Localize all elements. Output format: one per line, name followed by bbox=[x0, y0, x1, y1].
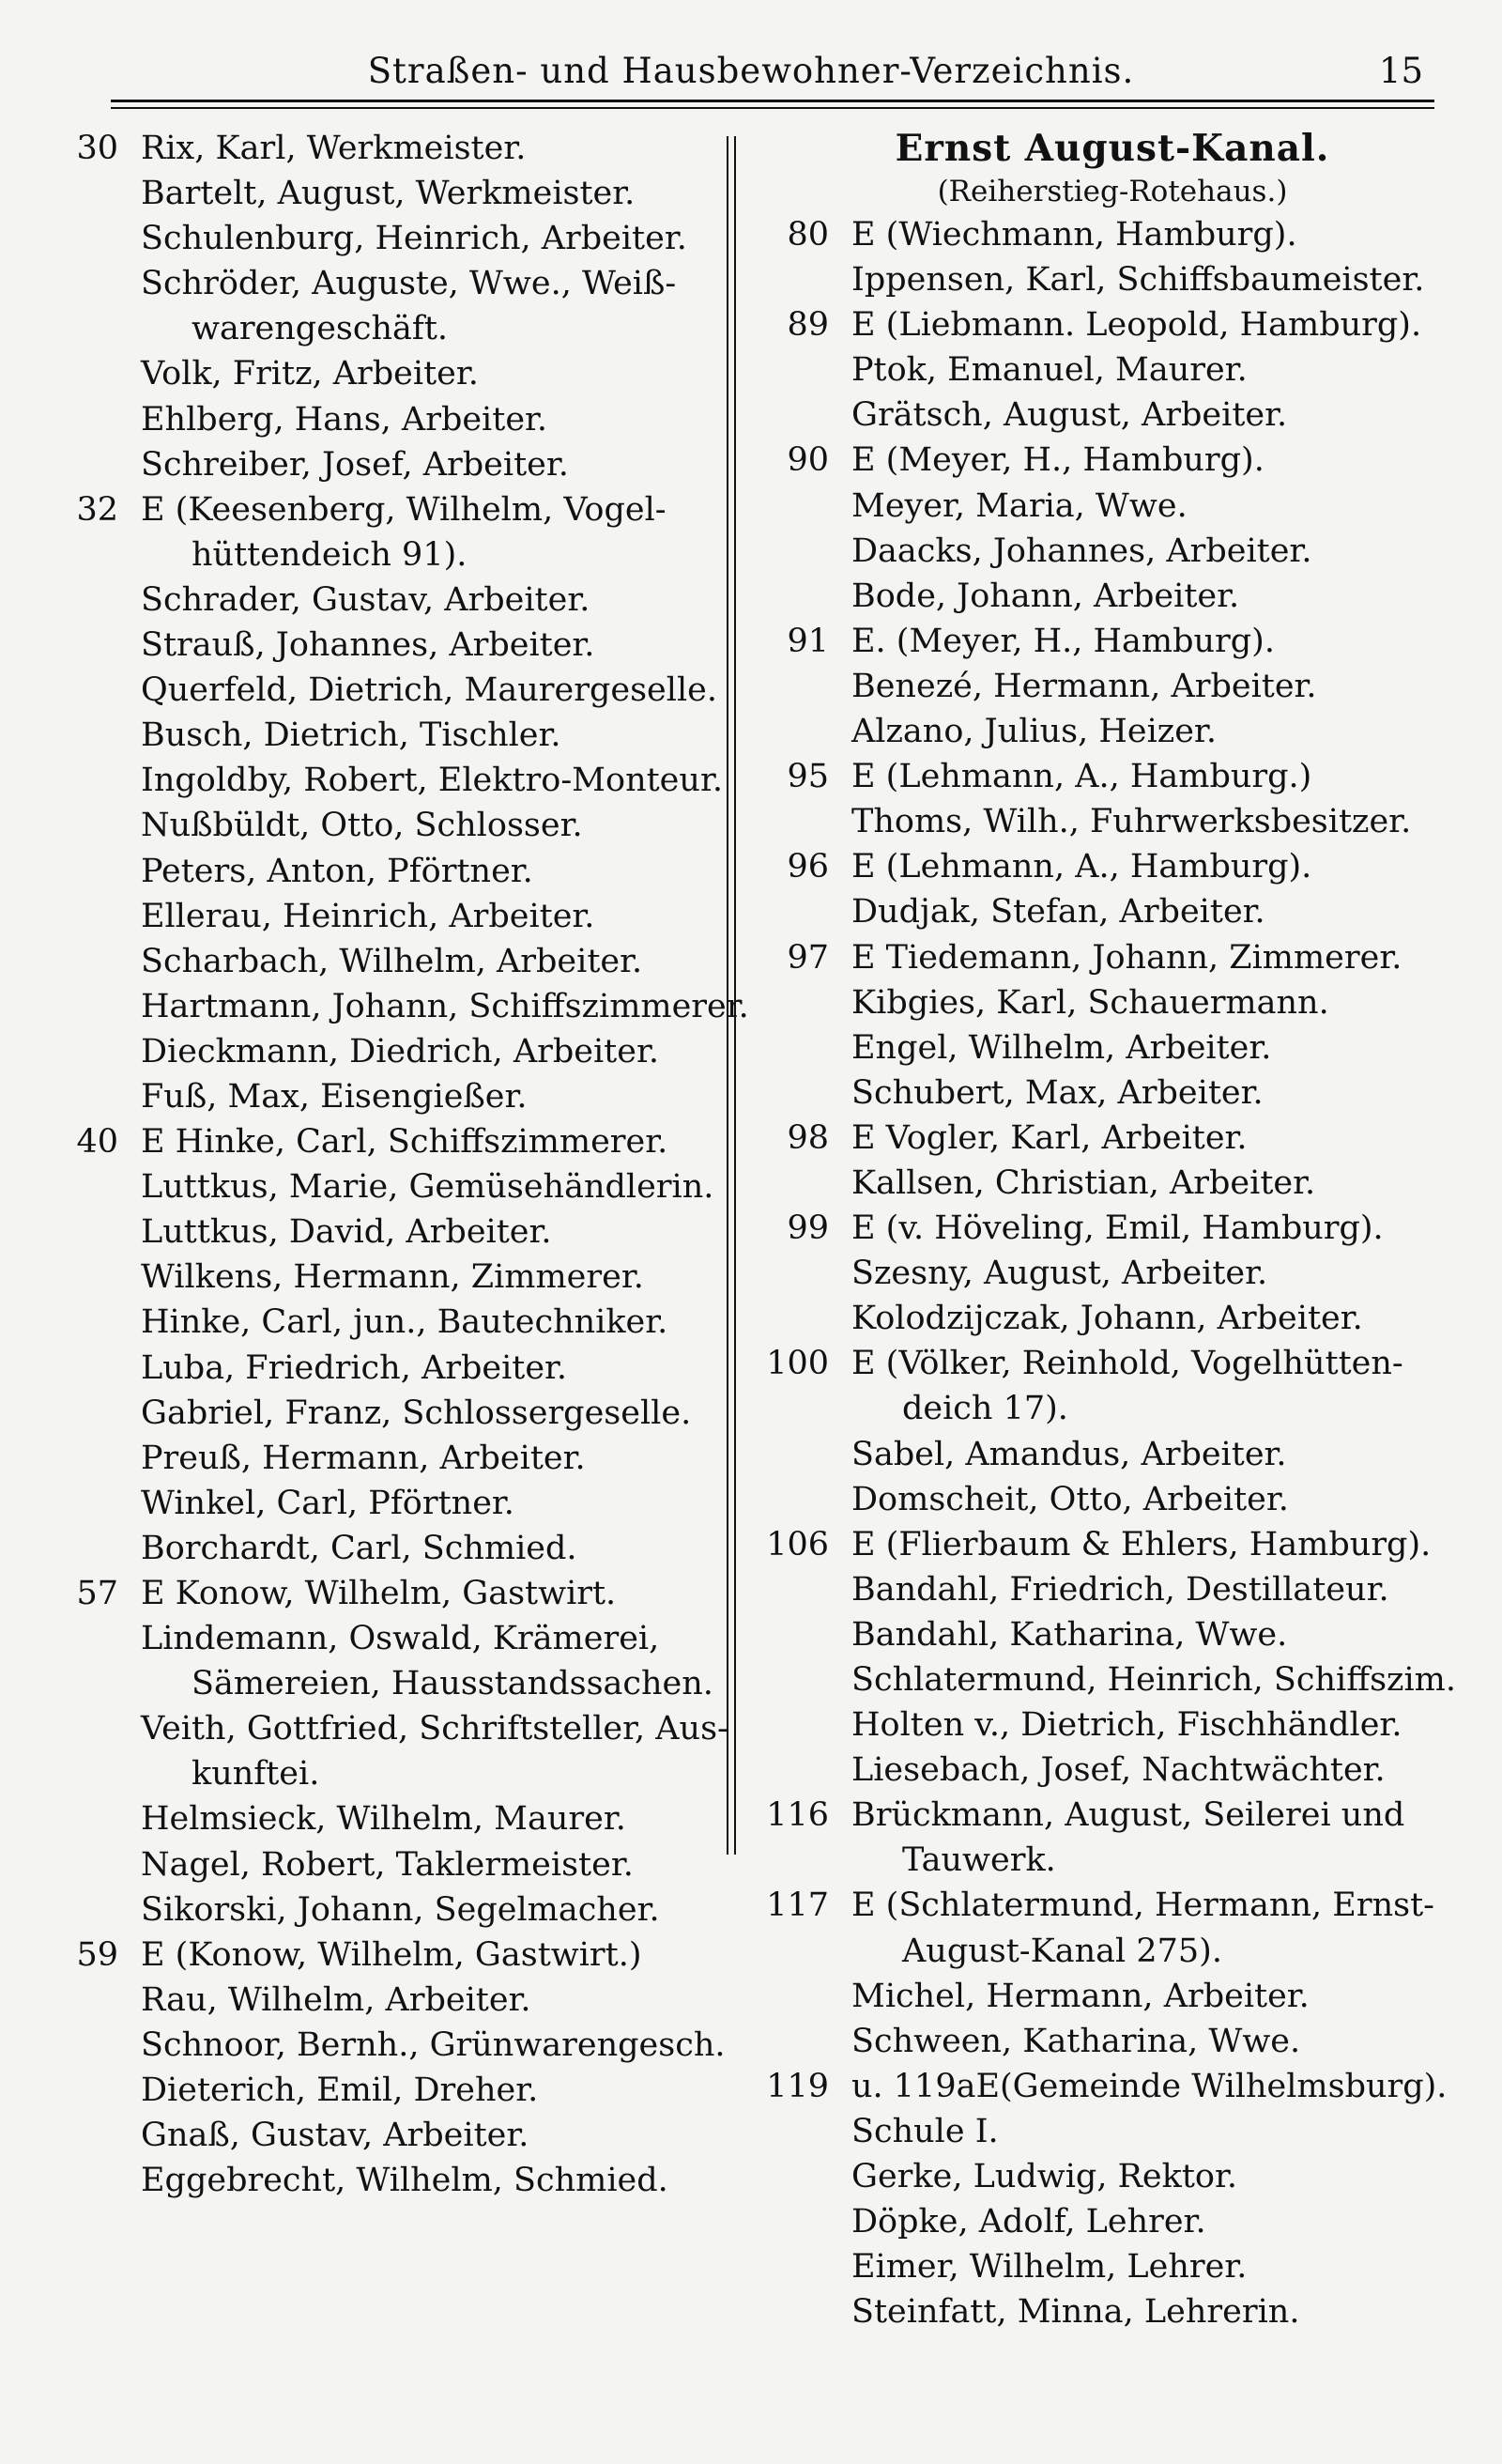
entry-text: Schrader, Gustav, Arbeiter. bbox=[141, 580, 590, 619]
section-title: Ernst August-Kanal. bbox=[895, 127, 1330, 170]
entry-text: E Tiedemann, Johann, Zimmerer. bbox=[851, 938, 1402, 977]
entry-text: Helmsieck, Wilhelm, Maurer. bbox=[141, 1800, 626, 1839]
directory-entry bbox=[45, 1164, 721, 1209]
directory-entry bbox=[756, 1702, 1469, 1748]
entry-text: Borchardt, Carl, Schmied. bbox=[141, 1529, 577, 1567]
directory-entry bbox=[756, 754, 1469, 799]
entry-text: Ehlberg, Hans, Arbeiter. bbox=[141, 400, 548, 439]
house-number: 100 bbox=[766, 1345, 829, 1383]
entry-text: Holten v., Dietrich, Fischhändler. bbox=[851, 1706, 1402, 1745]
house-number: 98 bbox=[787, 1118, 829, 1157]
entry-text: Hinke, Carl, jun., Bautechniker. bbox=[141, 1303, 668, 1342]
directory-entry bbox=[756, 1974, 1469, 2019]
entry-text: Sabel, Amandus, Arbeiter. bbox=[851, 1435, 1287, 1473]
entry-text: Preuß, Hermann, Arbeiter. bbox=[141, 1439, 586, 1477]
house-number: 95 bbox=[787, 758, 829, 796]
directory-entry bbox=[756, 709, 1469, 754]
directory-entry bbox=[45, 2158, 721, 2203]
directory-entry bbox=[756, 799, 1469, 844]
entry-text: Peters, Anton, Pförtner. bbox=[141, 852, 533, 890]
directory-entry bbox=[45, 1616, 721, 1661]
directory-entry bbox=[45, 1391, 721, 1436]
house-number: 99 bbox=[787, 1209, 829, 1248]
directory-entry bbox=[756, 619, 1469, 664]
entry-text: Alzano, Julius, Heizer. bbox=[851, 713, 1217, 751]
entry-text: Domscheit, Otto, Arbeiter. bbox=[851, 1480, 1289, 1518]
entry-text: E (Keesenberg, Wilhelm, Vogel- bbox=[141, 490, 667, 529]
section-subtitle: (Reiherstieg-Rotehaus.) bbox=[937, 175, 1288, 208]
directory-entry bbox=[756, 529, 1469, 574]
entry-text: Kallsen, Christian, Arbeiter. bbox=[851, 1163, 1316, 1202]
entry-text: Volk, Fritz, Arbeiter. bbox=[141, 355, 479, 393]
directory-entry bbox=[756, 980, 1469, 1025]
house-number: 40 bbox=[76, 1123, 118, 1162]
directory-entry bbox=[756, 2109, 1469, 2154]
directory-entry bbox=[45, 351, 721, 396]
entry-text: Eimer, Wilhelm, Lehrer. bbox=[851, 2248, 1248, 2287]
entry-text: Ingoldby, Robert, Elektro-Monteur. bbox=[141, 762, 723, 800]
entry-text: Lindemann, Oswald, Krämerei, bbox=[141, 1620, 660, 1658]
directory-entry bbox=[756, 1116, 1469, 1161]
directory-entry bbox=[45, 261, 721, 306]
entry-text: Bandahl, Katharina, Wwe. bbox=[851, 1615, 1288, 1654]
entry-text: Bartelt, August, Werkmeister. bbox=[141, 175, 636, 213]
page-header bbox=[0, 49, 1502, 96]
entry-text: u. 119aE(Gemeinde Wilhelmsburg). bbox=[851, 2067, 1448, 2105]
directory-entry bbox=[45, 1300, 721, 1345]
entry-text: Busch, Dietrich, Tischler. bbox=[141, 716, 561, 755]
directory-entry bbox=[45, 1571, 721, 1616]
entry-text: Winkel, Carl, Pförtner. bbox=[141, 1484, 514, 1522]
entry-text: Dudjak, Stefan, Arbeiter. bbox=[851, 893, 1265, 932]
entry-text: E Konow, Wilhelm, Gastwirt. bbox=[141, 1575, 617, 1612]
page-number: 15 bbox=[1378, 51, 1423, 91]
directory-entry bbox=[756, 2019, 1469, 2064]
directory-entry bbox=[45, 126, 721, 171]
entry-text: E. (Meyer, H., Hamburg). bbox=[851, 622, 1275, 660]
page-title: Straßen- und Hausbewohner-Verzeichnis. bbox=[367, 51, 1135, 91]
entry-text: Schreiber, Josef, Arbeiter. bbox=[141, 445, 569, 484]
entry-text: Szesny, August, Arbeiter. bbox=[851, 1255, 1268, 1293]
entry-text: Grätsch, August, Arbeiter. bbox=[851, 396, 1288, 435]
header-rule-thin bbox=[111, 107, 1434, 109]
directory-entry bbox=[45, 1209, 721, 1255]
entry-text: E (Lehmann, A., Hamburg). bbox=[851, 848, 1312, 886]
directory-entry bbox=[756, 347, 1469, 393]
directory-entry bbox=[45, 2113, 721, 2158]
directory-entry bbox=[45, 306, 721, 351]
directory-entry bbox=[45, 1887, 721, 1933]
entry-text: Döpke, Adolf, Lehrer. bbox=[851, 2203, 1206, 2241]
entry-text: Scharbach, Wilhelm, Arbeiter. bbox=[141, 942, 643, 980]
directory-entry bbox=[45, 216, 721, 261]
house-number: 97 bbox=[787, 938, 829, 977]
house-number: 30 bbox=[76, 130, 118, 167]
house-number: 117 bbox=[766, 1886, 829, 1925]
directory-entry bbox=[756, 2064, 1469, 2109]
directory-entry bbox=[756, 257, 1469, 302]
entry-text: Veith, Gottfried, Schriftsteller, Aus- bbox=[141, 1710, 728, 1748]
directory-entry bbox=[756, 1883, 1469, 1928]
house-number: 96 bbox=[787, 848, 829, 886]
directory-entry bbox=[756, 1612, 1469, 1657]
directory-entry bbox=[45, 1255, 721, 1300]
directory-entry bbox=[756, 889, 1469, 934]
directory-entry bbox=[756, 1296, 1469, 1341]
entry-text: Ippensen, Karl, Schiffsbaumeister. bbox=[851, 261, 1425, 300]
entry-text: Sikorski, Johann, Segelmacher. bbox=[141, 1890, 660, 1929]
directory-entry bbox=[45, 623, 721, 668]
directory-entry bbox=[756, 1206, 1469, 1251]
directory-entry bbox=[45, 1526, 721, 1571]
entry-text: Luttkus, Marie, Gemüsehändlerin. bbox=[141, 1168, 714, 1207]
entry-text: Rix, Karl, Werkmeister. bbox=[141, 130, 527, 167]
entry-text: kunftei. bbox=[192, 1755, 320, 1794]
directory-entry bbox=[45, 1706, 728, 1751]
entry-text: Schule I. bbox=[851, 2112, 999, 2150]
entry-text: Ptok, Emanuel, Maurer. bbox=[851, 351, 1248, 390]
entry-text: Fuß, Max, Eisengießer. bbox=[141, 1077, 528, 1116]
entry-text: Benezé, Hermann, Arbeiter. bbox=[851, 667, 1317, 705]
entry-text: E (Flierbaum & Ehlers, Hamburg). bbox=[851, 1525, 1432, 1563]
entry-text: Luba, Friedrich, Arbeiter. bbox=[141, 1348, 568, 1387]
directory-entry bbox=[756, 1251, 1469, 1296]
directory-entry bbox=[45, 668, 721, 713]
entry-text: Ellerau, Heinrich, Arbeiter. bbox=[141, 897, 595, 935]
entry-text: E (Meyer, H., Hamburg). bbox=[851, 441, 1264, 480]
directory-entry bbox=[756, 2244, 1469, 2289]
entry-text: Engel, Wilhelm, Arbeiter. bbox=[851, 1028, 1272, 1067]
entry-text: August-Kanal 275). bbox=[902, 1932, 1222, 1970]
directory-entry bbox=[45, 1481, 721, 1526]
entry-text: Luttkus, David, Arbeiter. bbox=[141, 1213, 552, 1252]
entry-text: Tauwerk. bbox=[902, 1841, 1056, 1880]
entry-text: hüttendeich 91). bbox=[192, 535, 467, 574]
entry-text: Rau, Wilhelm, Arbeiter. bbox=[141, 1980, 531, 2019]
entry-text: Strauß, Johannes, Arbeiter. bbox=[141, 626, 595, 665]
entry-text: Eggebrecht, Wilhelm, Schmied. bbox=[141, 2162, 668, 2200]
left-column bbox=[45, 126, 749, 2203]
directory-entry bbox=[45, 442, 721, 487]
house-number: 59 bbox=[76, 1935, 118, 1974]
entry-text: Schubert, Max, Arbeiter. bbox=[851, 1073, 1264, 1112]
directory-entry bbox=[756, 664, 1469, 709]
house-number: 89 bbox=[787, 306, 829, 345]
directory-entry bbox=[756, 1657, 1469, 1702]
house-number: 90 bbox=[787, 441, 829, 480]
directory-entry bbox=[756, 2289, 1469, 2334]
entry-text: Schröder, Auguste, Wwe., Weiß- bbox=[141, 265, 677, 303]
directory-entry bbox=[756, 2199, 1469, 2244]
directory-entry bbox=[756, 1748, 1469, 1793]
entry-text: Brückmann, August, Seilerei und bbox=[851, 1796, 1405, 1835]
directory-entry bbox=[756, 1477, 1469, 1522]
right-column-entries bbox=[756, 212, 1469, 2334]
house-number: 106 bbox=[766, 1525, 829, 1563]
entry-text: Schween, Katharina, Wwe. bbox=[851, 2022, 1301, 2060]
entry-text: warengeschäft. bbox=[192, 310, 449, 348]
entry-text: Liesebach, Josef, Nachtwächter. bbox=[851, 1751, 1386, 1790]
entry-text: Dieterich, Emil, Dreher. bbox=[141, 2071, 539, 2110]
entry-text: Thoms, Wilh., Fuhrwerksbesitzer. bbox=[851, 803, 1412, 841]
directory-entry bbox=[756, 438, 1469, 483]
directory-entry bbox=[756, 1838, 1469, 1883]
directory-entry bbox=[45, 1751, 721, 1796]
directory-entry bbox=[45, 171, 721, 216]
house-number: 91 bbox=[787, 622, 829, 660]
entry-text: Bandahl, Friedrich, Destillateur. bbox=[851, 1570, 1389, 1609]
header-rule-thick bbox=[111, 100, 1434, 102]
entry-text: Schlatermund, Heinrich, Schiffszim. bbox=[851, 1661, 1456, 1699]
directory-entry bbox=[756, 302, 1469, 347]
entry-text: Nagel, Robert, Taklermeister. bbox=[141, 1845, 634, 1884]
right-column bbox=[756, 126, 1469, 2334]
directory-entry bbox=[45, 1933, 721, 1978]
directory-entry bbox=[45, 1796, 721, 1841]
directory-entry bbox=[45, 1346, 721, 1391]
directory-entry bbox=[756, 212, 1469, 257]
entry-text: Schulenburg, Heinrich, Arbeiter. bbox=[141, 220, 687, 258]
directory-entry bbox=[756, 484, 1469, 529]
entry-text: E (Liebmann. Leopold, Hamburg). bbox=[851, 306, 1422, 345]
directory-entry bbox=[45, 2068, 721, 2113]
entry-text: Nußbüldt, Otto, Schlosser. bbox=[141, 807, 583, 845]
entry-text: E Hinke, Carl, Schiffszimmerer. bbox=[141, 1123, 668, 1162]
entry-text: Hartmann, Johann, Schiffszimmerer. bbox=[141, 987, 749, 1025]
entry-text: Gabriel, Franz, Schlossergeselle. bbox=[141, 1394, 692, 1432]
house-number: 80 bbox=[787, 216, 829, 254]
directory-entry bbox=[756, 1161, 1469, 1206]
directory-entry bbox=[45, 532, 721, 578]
directory-entry bbox=[45, 1436, 721, 1481]
entry-text: Gnaß, Gustav, Arbeiter. bbox=[141, 2117, 529, 2155]
entry-text: Kolodzijczak, Johann, Arbeiter. bbox=[851, 1300, 1363, 1338]
entry-text: E (v. Höveling, Emil, Hamburg). bbox=[851, 1209, 1384, 1248]
directory-entry bbox=[756, 1070, 1469, 1116]
directory-entry bbox=[45, 1842, 721, 1887]
directory-entry bbox=[756, 1432, 1469, 1477]
house-number: 116 bbox=[766, 1796, 829, 1835]
entry-text: E (Wiechmann, Hamburg). bbox=[851, 216, 1297, 254]
entry-text: Dieckmann, Diedrich, Arbeiter. bbox=[141, 1032, 659, 1070]
entry-text: Querfeld, Dietrich, Maurergeselle. bbox=[141, 671, 717, 710]
entry-text: deich 17). bbox=[902, 1390, 1068, 1428]
directory-entry bbox=[756, 2154, 1469, 2199]
directory-entry bbox=[45, 1661, 721, 1706]
directory-entry bbox=[45, 397, 721, 442]
directory-entry bbox=[45, 849, 721, 894]
entry-text: Schnoor, Bernh., Grünwarengesch. bbox=[141, 2025, 726, 2064]
entry-text: E Vogler, Karl, Arbeiter. bbox=[851, 1118, 1248, 1157]
entry-text: E (Schlatermund, Hermann, Ernst- bbox=[851, 1886, 1434, 1925]
directory-entry bbox=[756, 1522, 1469, 1567]
directory-entry bbox=[45, 803, 721, 848]
directory-entry bbox=[756, 574, 1469, 619]
directory-entry bbox=[45, 939, 721, 984]
directory-entry bbox=[45, 1074, 721, 1119]
directory-entry bbox=[756, 393, 1469, 438]
directory-entry bbox=[45, 578, 721, 623]
directory-entry bbox=[756, 1567, 1469, 1612]
directory-entry bbox=[45, 1978, 721, 2023]
entry-text: Sämereien, Hausstandssachen. bbox=[192, 1665, 713, 1703]
house-number: 119 bbox=[766, 2067, 829, 2105]
directory-entry bbox=[45, 2023, 726, 2068]
entry-text: Meyer, Maria, Wwe. bbox=[851, 486, 1188, 525]
entry-text: Michel, Hermann, Arbeiter. bbox=[851, 1977, 1310, 2015]
house-number: 57 bbox=[76, 1575, 118, 1612]
directory-entry bbox=[756, 1929, 1469, 1974]
entry-text: Steinfatt, Minna, Lehrerin. bbox=[851, 2293, 1300, 2332]
directory-entry bbox=[45, 758, 721, 803]
entry-text: E (Konow, Wilhelm, Gastwirt.) bbox=[141, 1935, 642, 1974]
directory-entry bbox=[45, 1029, 721, 1074]
directory-entry bbox=[756, 844, 1469, 889]
directory-entry bbox=[756, 1793, 1469, 1838]
directory-entry bbox=[756, 1025, 1469, 1070]
entry-text: Gerke, Ludwig, Rektor. bbox=[851, 2158, 1237, 2196]
directory-entry bbox=[45, 894, 721, 939]
entry-text: Wilkens, Hermann, Zimmerer. bbox=[141, 1258, 644, 1297]
entry-text: E (Völker, Reinhold, Vogelhütten- bbox=[851, 1345, 1403, 1383]
directory-entry bbox=[756, 1386, 1469, 1431]
directory-entry bbox=[45, 713, 721, 758]
directory-entry bbox=[756, 935, 1469, 980]
entry-text: E (Lehmann, A., Hamburg.) bbox=[851, 758, 1312, 796]
directory-entry bbox=[45, 984, 749, 1029]
directory-entry bbox=[756, 1341, 1469, 1386]
entry-text: Bode, Johann, Arbeiter. bbox=[851, 577, 1240, 615]
directory-entry bbox=[45, 1119, 721, 1164]
entry-text: Daacks, Johannes, Arbeiter. bbox=[851, 531, 1312, 570]
house-number: 32 bbox=[76, 490, 118, 529]
entry-text: Kibgies, Karl, Schauermann. bbox=[851, 983, 1329, 1022]
directory-entry bbox=[45, 487, 721, 532]
